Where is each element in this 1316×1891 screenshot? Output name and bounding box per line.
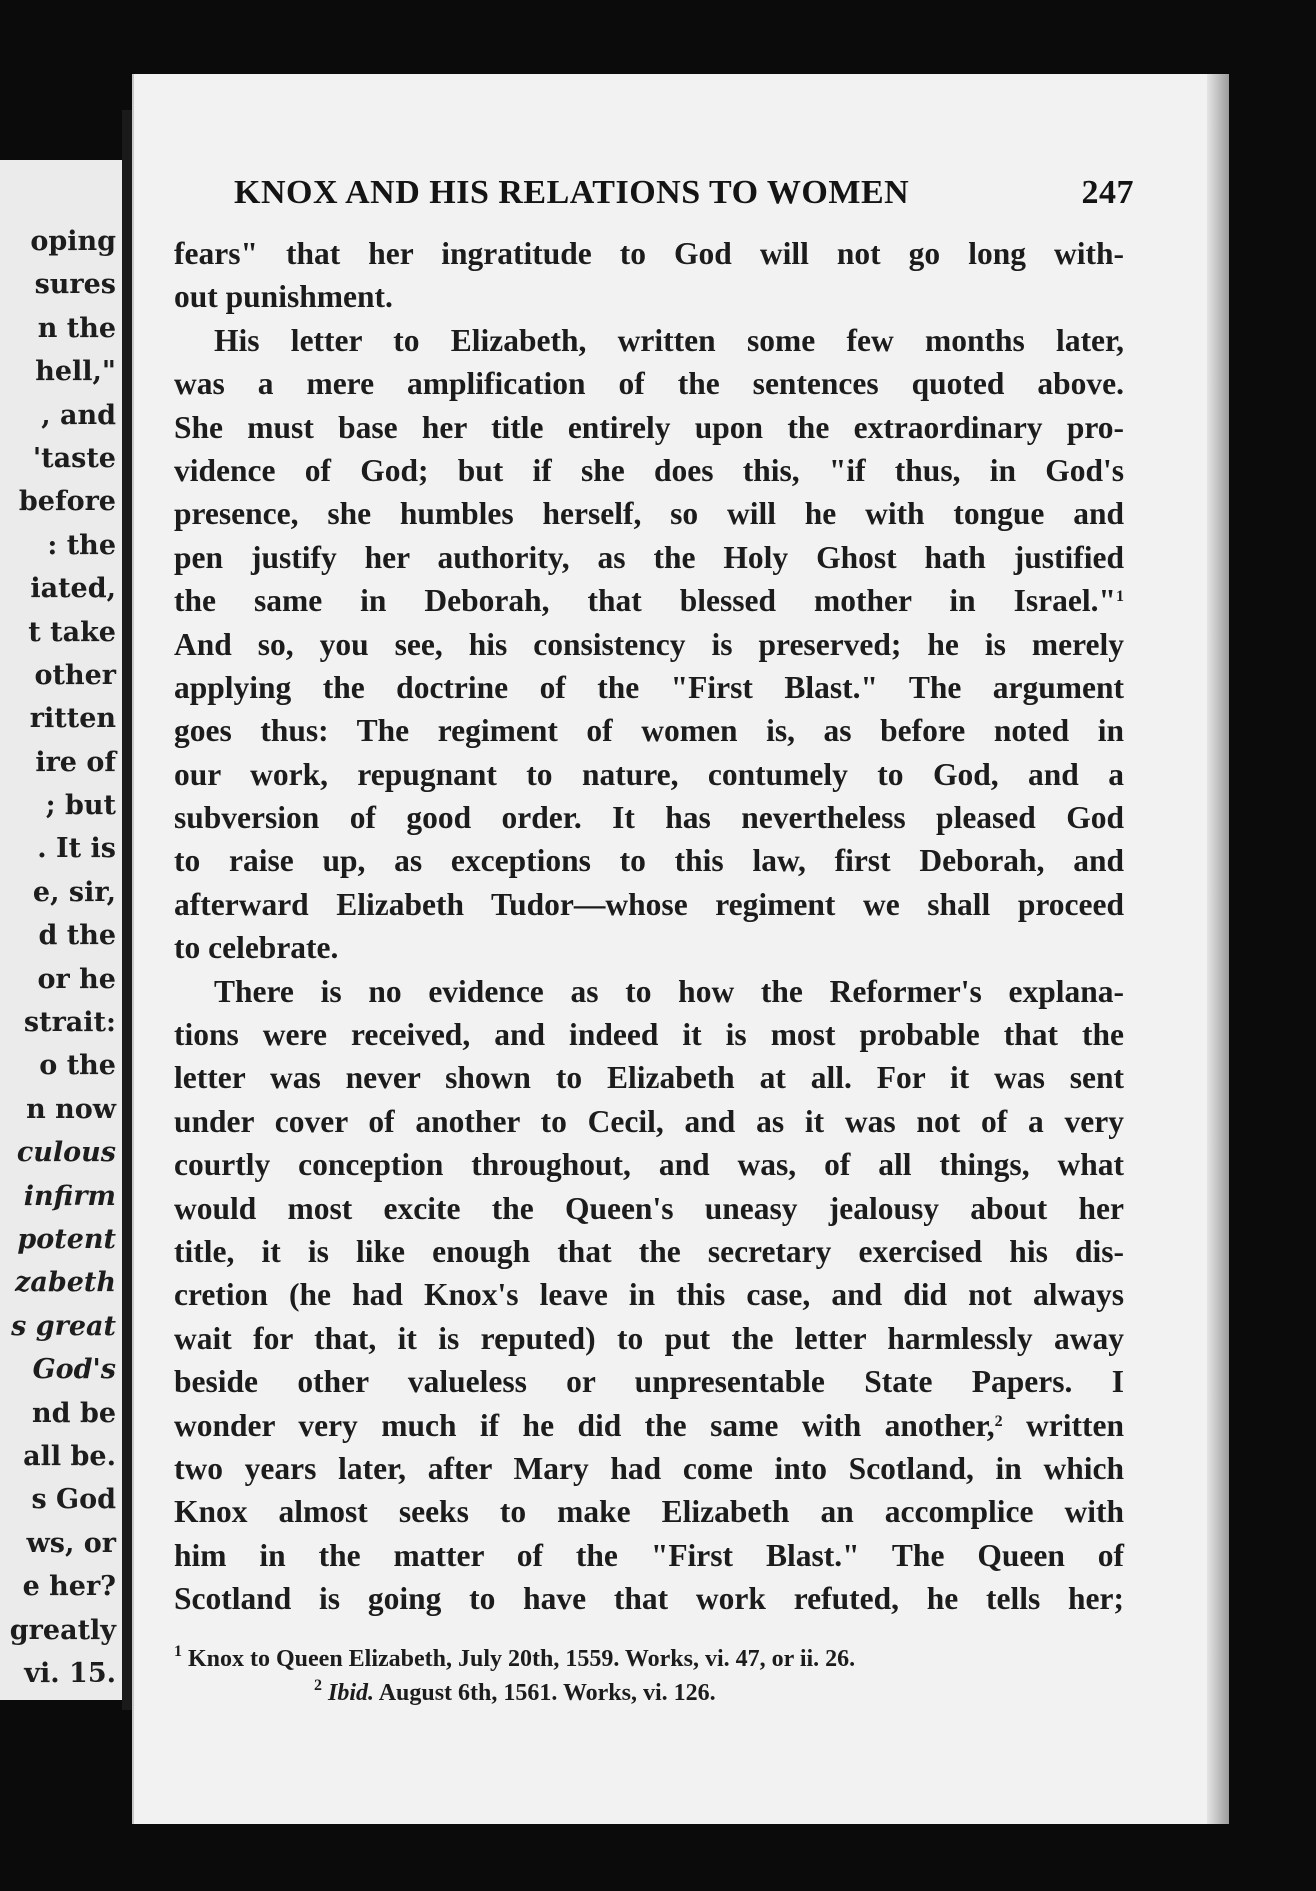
facing-line: strait: <box>23 1007 116 1039</box>
text-line: was a mere amplification of the sentences quoted above. <box>174 366 1124 402</box>
text-line: Scotland is going to have that work refuted, he tells her; <box>174 1581 1124 1617</box>
footnote-marker: 1 <box>174 1643 182 1660</box>
footnote-ref: 1 <box>1116 588 1124 606</box>
facing-line: . It is <box>37 833 116 865</box>
facing-line: n now <box>26 1093 116 1125</box>
page-number: 247 <box>1081 174 1134 211</box>
facing-line: o the <box>39 1050 116 1082</box>
text-line: And so, you see, his consistency is preserved; he is merely <box>174 626 1124 662</box>
text-line: would most excite the Queen's uneasy jealousy about her <box>174 1190 1124 1226</box>
text-line: courtly conception throughout, and was, of all things, what <box>174 1147 1124 1183</box>
facing-line: hell," <box>35 356 116 388</box>
facing-line: other <box>34 659 116 691</box>
facing-line: culous <box>16 1137 116 1169</box>
facing-line: ; but <box>45 790 116 822</box>
facing-line: ritten <box>29 703 116 735</box>
facing-line: or he <box>37 963 116 995</box>
facing-line: 'taste <box>32 442 116 474</box>
text-line: out punishment. <box>174 279 393 315</box>
text-line <box>174 1404 1124 1447</box>
facing-line: s great <box>11 1310 116 1342</box>
facing-line: vi. 15. <box>24 1657 116 1689</box>
text-line: cretion (he had Knox's leave in this case, and did not always <box>174 1277 1124 1313</box>
text-line: presence, she humbles herself, so will he with tongue and <box>174 496 1124 532</box>
text-line: title, it is like enough that the secretary exercised his dis- <box>174 1233 1124 1269</box>
facing-line: ire of <box>35 746 116 778</box>
text-line: our work, repugnant to nature, contumely to God, and a <box>174 756 1124 792</box>
facing-line: before <box>18 486 116 518</box>
facing-line: s God <box>31 1484 116 1516</box>
facing-line: e her? <box>22 1571 116 1603</box>
facing-line: d the <box>38 920 116 952</box>
facing-line: : the <box>47 529 116 561</box>
text-line: There is no evidence as to how the Reformer's explana- <box>214 973 1124 1009</box>
facing-line: n the <box>37 312 116 344</box>
text-line: to raise up, as exceptions to this law, first Deborah, and <box>174 843 1124 879</box>
facing-line: God's <box>32 1354 116 1386</box>
body-text <box>174 232 1124 1621</box>
text-line: fears" that her ingratitude to God will not go long with- <box>174 236 1124 271</box>
facing-line: t take <box>28 616 116 648</box>
text-line-part: wonder very much if he did the same with another, <box>174 1407 995 1443</box>
facing-line: greatly <box>9 1614 116 1646</box>
footnote-marker: 2 <box>314 1677 322 1694</box>
text-line: two years later, after Mary had come into Scotland, in which <box>174 1450 1124 1486</box>
facing-line: iated, <box>30 573 116 605</box>
facing-line: sures <box>34 269 116 301</box>
text-line: under cover of another to Cecil, and as it was not of a very <box>174 1103 1124 1139</box>
text-line: beside other valueless or unpresentable State Papers. I <box>174 1364 1124 1400</box>
facing-page-text <box>0 220 116 1695</box>
facing-line: nd be <box>32 1397 116 1429</box>
text-line: to celebrate. <box>174 930 339 966</box>
facing-line: oping <box>30 226 116 257</box>
text-line: applying the doctrine of the "First Blast." The argument <box>174 669 1124 705</box>
text-line-part: the same in Deborah, that blessed mother in Israel." <box>174 583 1116 619</box>
footnotes <box>174 1642 1124 1710</box>
footnote-1 <box>174 1642 1124 1676</box>
text-line-part: written <box>1002 1407 1124 1443</box>
text-line: Knox almost seeks to make Elizabeth an accomplice with <box>174 1494 1124 1530</box>
facing-line: zabeth <box>15 1267 116 1299</box>
text-line: subversion of good order. It has nevertheless pleased God <box>174 800 1124 836</box>
footnote-ibid: Ibid. <box>328 1680 375 1706</box>
text-line: him in the matter of the "First Blast." The Queen of <box>174 1537 1124 1573</box>
facing-line: potent <box>17 1223 116 1255</box>
text-line: vidence of God; but if she does this, "if thus, in God's <box>174 452 1124 488</box>
text-line: pen justify her authority, as the Holy Ghost hath justified <box>174 539 1124 575</box>
facing-line: infirm <box>23 1180 116 1212</box>
book-gutter <box>122 110 132 1710</box>
text-line: wait for that, it is reputed) to put the letter harmlessly away <box>174 1320 1124 1356</box>
page-edge-shadow <box>1207 74 1229 1824</box>
running-head <box>234 174 1134 212</box>
facing-page-left <box>0 160 124 1700</box>
text-line: goes thus: The regiment of women is, as before noted in <box>174 713 1124 749</box>
footnote-text: August 6th, 1561. Works, vi. 126. <box>374 1680 716 1706</box>
text-line: afterward Elizabeth Tudor—whose regiment we shall proceed <box>174 886 1124 922</box>
facing-line: , and <box>41 399 116 431</box>
footnote-ref: 2 <box>994 1412 1003 1430</box>
text-line: tions were received, and indeed it is most probable that the <box>174 1017 1124 1053</box>
facing-line: all be. <box>23 1440 116 1472</box>
book-page <box>132 74 1229 1824</box>
text-line: His letter to Elizabeth, written some few months later, <box>214 322 1124 358</box>
footnote-2 <box>174 1676 1124 1710</box>
footnote-text: Knox to Queen Elizabeth, July 20th, 1559. Works, vi. 47, or ii. 26. <box>188 1646 856 1672</box>
text-line: She must base her title entirely upon the extraordinary pro- <box>174 409 1124 445</box>
text-line: letter was never shown to Elizabeth at all. For it was sent <box>174 1060 1124 1096</box>
facing-line: ws, or <box>26 1527 116 1559</box>
text-line <box>174 579 1124 622</box>
facing-line: e, sir, <box>32 876 116 908</box>
running-head-title: KNOX AND HIS RELATIONS TO WOMEN <box>234 174 910 211</box>
